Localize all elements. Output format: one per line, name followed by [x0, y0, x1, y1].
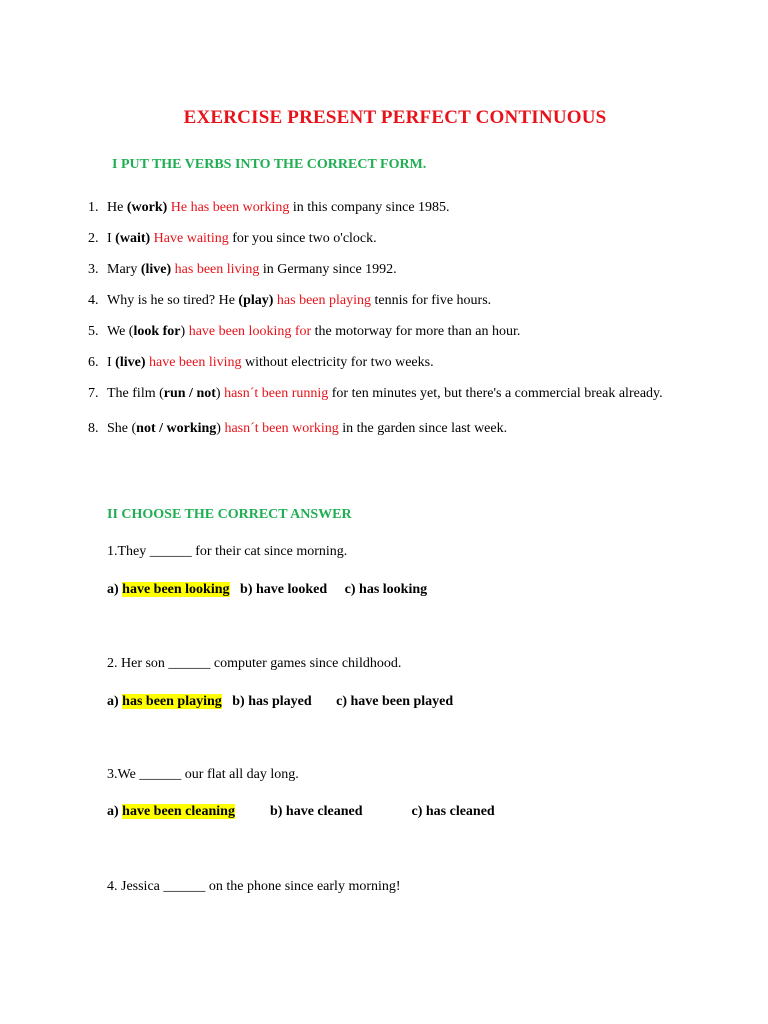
verb-exercise-list: [88, 198, 688, 450]
text-before: The film (: [107, 386, 164, 401]
list-item: [88, 291, 688, 310]
list-item: [88, 384, 688, 407]
text-mid: ): [215, 386, 225, 401]
option-label: a): [107, 582, 123, 597]
answer-text: has been playing: [276, 293, 372, 308]
other-options: b) have cleaned c) has cleaned: [234, 804, 495, 819]
item-text: [107, 322, 688, 341]
verb-prompt: (live): [115, 355, 146, 370]
item-text: [107, 291, 688, 310]
item-number: 6.: [88, 355, 99, 370]
item-text: [107, 260, 688, 279]
text-after: without electricity for two weeks.: [241, 355, 434, 370]
page-title: EXERCISE PRESENT PERFECT CONTINUOUS: [183, 107, 607, 128]
verb-prompt: (work): [126, 200, 168, 215]
item-number: 2.: [88, 231, 99, 246]
text-before: Mary: [107, 262, 141, 277]
question-text: 4. Jessica ______ on the phone since early morning!: [107, 879, 401, 894]
list-item: [88, 229, 688, 248]
text-after: for ten minutes yet, but there's a commercial break already.: [328, 386, 663, 401]
other-options: b) have looked c) has looking: [229, 582, 428, 597]
text-mid: ): [216, 421, 225, 436]
text-after: the motorway for more than an hour.: [311, 324, 521, 339]
answer-text: Have waiting: [153, 231, 229, 246]
answer-text: hasn´t been working: [224, 421, 339, 436]
question-text: 3.We ______ our flat all day long.: [107, 767, 299, 782]
verb-prompt: not / working: [136, 421, 217, 436]
text-after: in this company since 1985.: [289, 200, 450, 215]
list-item: [88, 198, 688, 217]
text-before: She (: [107, 421, 137, 436]
verb-prompt: (wait): [115, 231, 151, 246]
verb-prompt: (live): [140, 262, 172, 277]
list-item: [88, 260, 688, 279]
question-text: 1.They ______ for their cat since morning.: [107, 544, 348, 559]
text-before: I: [107, 355, 116, 370]
text-before: We (: [107, 324, 134, 339]
text-before: Why is he so tired? He: [107, 293, 239, 308]
highlighted-answer: has been playing: [122, 694, 222, 709]
answer-options: [107, 694, 453, 710]
list-item: [88, 322, 688, 341]
text-after: for you since two o'clock.: [228, 231, 377, 246]
text-after: in Germany since 1992.: [259, 262, 397, 277]
other-options: b) has played c) have been played: [221, 694, 454, 709]
option-label: a): [107, 694, 123, 709]
text-before: He: [107, 200, 127, 215]
item-text: [107, 380, 688, 407]
answer-text: have been looking for: [188, 324, 312, 339]
verb-prompt: look for: [133, 324, 181, 339]
text-before: I: [107, 231, 116, 246]
answer-text: hasn´t been runnig: [224, 386, 329, 401]
list-item: [88, 419, 688, 438]
highlighted-answer: have been cleaning: [122, 804, 235, 819]
item-text: [107, 353, 688, 372]
item-number: 7.: [88, 386, 99, 401]
item-text: [107, 229, 688, 248]
option-label: a): [107, 804, 123, 819]
item-number: 8.: [88, 421, 99, 436]
verb-prompt: run / not: [163, 386, 216, 401]
answer-options: [107, 804, 495, 820]
text-mid: ): [180, 324, 189, 339]
item-number: 3.: [88, 262, 99, 277]
answer-text: has been living: [174, 262, 260, 277]
answer-text: He has been working: [170, 200, 290, 215]
highlighted-answer: have been looking: [122, 582, 230, 597]
answer-options: [107, 582, 427, 598]
question-text: 2. Her son ______ computer games since childhood.: [107, 656, 402, 671]
answer-text: have been living: [149, 355, 242, 370]
item-number: 5.: [88, 324, 99, 339]
item-text: [107, 198, 688, 217]
list-item: [88, 353, 688, 372]
item-number: 1.: [88, 200, 99, 215]
item-number: 4.: [88, 293, 99, 308]
section-heading-choose: II CHOOSE THE CORRECT ANSWER: [107, 507, 352, 522]
item-text: [107, 419, 688, 438]
text-after: in the garden since last week.: [338, 421, 508, 436]
text-after: tennis for five hours.: [371, 293, 492, 308]
section-heading-verbs: I PUT THE VERBS INTO THE CORRECT FORM.: [112, 157, 427, 172]
verb-prompt: (play): [238, 293, 274, 308]
